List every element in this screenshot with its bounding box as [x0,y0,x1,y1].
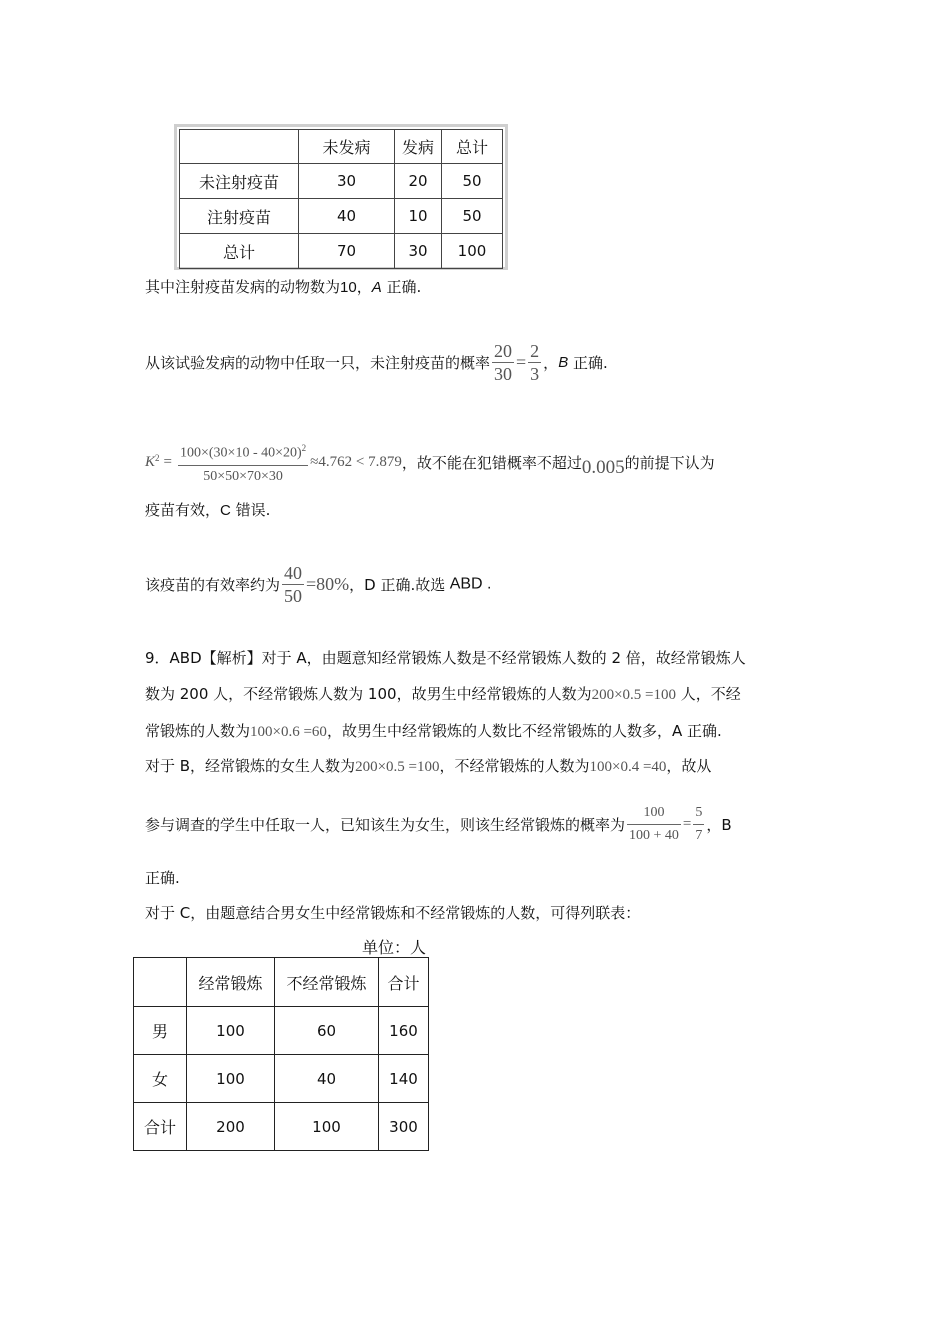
table-cell: 30 [395,234,442,269]
table-header-cell: 未发病 [299,130,395,164]
fraction-numerator: 20 [494,341,513,361]
answer: ABD . [445,575,492,593]
fraction-denominator: 50×50×70×30 [203,468,283,484]
q9-line-5 [145,802,732,847]
text: ，D 正确.故选 [349,576,446,594]
paragraph-option-d [145,562,492,607]
table-header-cell: 发病 [395,130,442,164]
fraction-denominator: 100 + 40 [629,828,679,843]
contingency-table-vaccine [174,124,508,270]
table-row-label: 男 [134,1007,187,1055]
equals-sign: = [163,453,172,470]
table-row-label: 女 [134,1055,187,1103]
fraction-numerator: 100×(30×10 - 40×20) [179,445,302,461]
fraction [528,340,541,385]
table-row-label: 未注射疫苗 [180,164,299,199]
table-cell: 200 [187,1103,275,1151]
text: ， [356,278,372,296]
expression: 200×0.5 =100 [591,687,676,703]
alpha-value: 0.005 [581,456,625,478]
fraction [693,802,704,847]
q9-line-4 [145,756,711,777]
text: 正确. [568,354,608,372]
fraction [282,562,304,607]
table-cell: 60 [275,1007,379,1055]
paragraph-option-c-line2 [145,500,270,521]
text: 其中注射疫苗发病的动物数为 [145,278,341,296]
table-cell: 20 [395,164,442,199]
fraction [178,437,308,488]
q9-line-2 [145,684,741,705]
equals-sign: = [682,816,692,832]
text: ，故从 [666,757,712,775]
expression: 200×0.5 =100 [355,759,440,775]
q9-line-6: 正确. [145,869,180,887]
fraction-numerator: 2 [530,341,540,361]
table-cell: 50 [442,199,503,234]
table-unit-label: 单位：人 [362,938,427,957]
superscript: 2 [301,443,307,453]
text: 参与调查的学生中任取一人，已知该生为女生，则该生经常锻炼的概率为 [145,816,626,834]
table-row-label: 总计 [180,234,299,269]
table-cell: 100 [442,234,503,269]
approximation: ≈4.762 < 7.879 [310,453,402,470]
table-cell: 50 [442,164,503,199]
table-header-cell: 不经常锻炼 [275,958,379,1007]
paragraph-option-a [145,277,421,298]
text: ，不经常锻炼的人数为 [439,757,590,775]
fraction-numerator: 100 [627,802,681,825]
table-header-cell [134,958,187,1007]
table-cell: 100 [275,1103,379,1151]
table-header-cell [180,130,299,164]
fraction-denominator: 3 [530,364,540,384]
superscript: 2 [155,452,160,463]
text: ，故不能在犯错概率不超过 [401,453,582,472]
table-cell: 100 [187,1055,275,1103]
table-cell: 40 [275,1055,379,1103]
table-row-label: 合计 [134,1103,187,1151]
paragraph-option-c [145,437,715,488]
fraction-denominator: 30 [494,364,513,384]
equals-sign: = [516,352,527,372]
table-cell: 140 [379,1055,429,1103]
text: ，故男生中经常锻炼的人数比不经常锻炼的人数多，A 正确. [326,722,722,740]
text: 数为 200 人，不经常锻炼人数为 100，故男生中经常锻炼的人数为 [145,685,592,703]
text: 该疫苗的有效率约为 [145,576,281,594]
table-cell: 10 [395,199,442,234]
text: 的前提下认为 [624,453,715,472]
text: ，B [706,816,732,834]
text: 错误. [230,501,271,519]
fraction [492,340,514,385]
fraction-numerator: 5 [693,802,704,825]
q9-line-7: 对于 C，由题意结合男女生中经常锻炼和不经常锻炼的人数，可得列联表： [145,904,641,922]
text: 对于 B，经常锻炼的女生人数为 [145,757,356,775]
result: =80% [306,574,350,594]
fraction-denominator: 50 [284,586,303,606]
option-letter: A [371,279,382,296]
table-header-cell: 经常锻炼 [187,958,275,1007]
k-symbol: K [145,453,156,470]
number: 10 [340,279,357,296]
table-cell: 160 [379,1007,429,1055]
option-letter: C [220,502,231,519]
text: 从该试验发病的动物中任取一只，未注射疫苗的概率 [145,354,491,372]
text: ， [543,354,559,372]
text: 人，不经 [676,685,741,703]
table-cell: 100 [187,1007,275,1055]
q9-line-1: 9．ABD【解析】对于 A，由题意知经常锻炼人数是不经常锻炼人数的 2 倍，故经常锻炼人 [145,649,746,667]
table-cell: 300 [379,1103,429,1151]
text: 常锻炼的人数为 [145,722,251,740]
table-header-cell: 总计 [442,130,503,164]
table-cell: 30 [299,164,395,199]
fraction-numerator: 40 [284,563,303,583]
q9-line-3 [145,721,722,742]
table-cell: 40 [299,199,395,234]
text: 正确. [381,278,422,296]
table-row-label: 注射疫苗 [180,199,299,234]
expression: 100×0.4 =40 [589,759,667,775]
text: 疫苗有效， [145,501,221,519]
option-letter: B [558,354,569,371]
paragraph-option-b [145,340,608,385]
fraction-denominator: 7 [695,828,703,843]
table-cell: 70 [299,234,395,269]
table-header-cell: 合计 [379,958,429,1007]
fraction [627,802,681,847]
contingency-table-exercise [133,957,429,1151]
expression: 100×0.6 =60 [250,724,327,740]
